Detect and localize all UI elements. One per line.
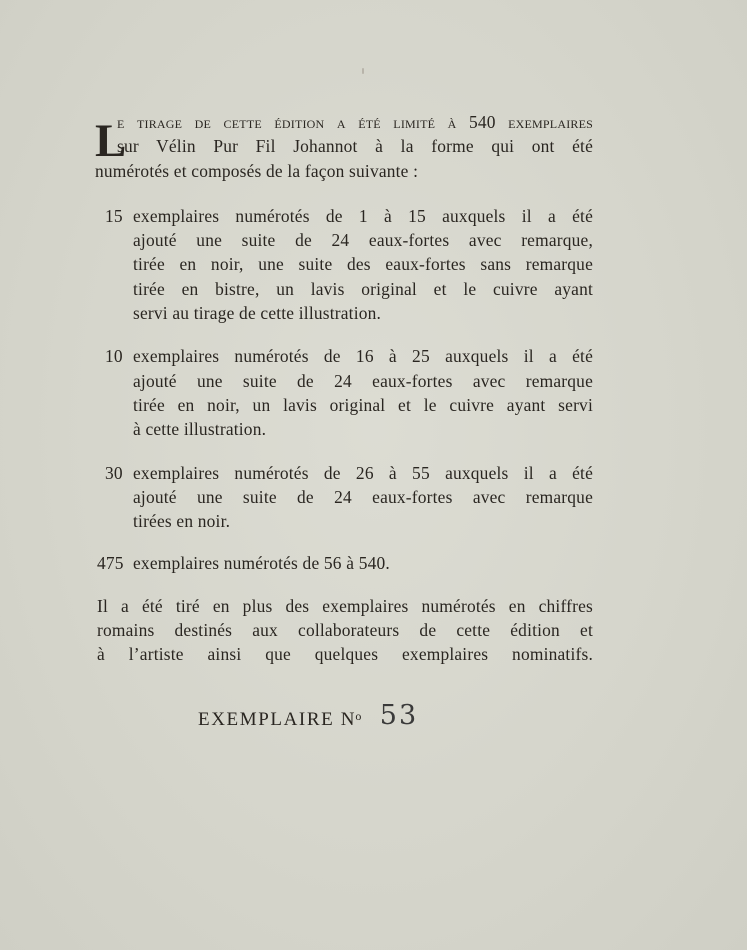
intro-paragraph (95, 110, 593, 183)
number-abbrev-o: o (355, 709, 362, 723)
intro-line-1 (95, 110, 593, 134)
entry-line: tirées en noir. (133, 511, 231, 532)
copy-number-line (198, 700, 418, 731)
entry-line: exemplaires numérotés de 1 à 15 auxquels il a été (133, 205, 593, 226)
entry-number: 475 (97, 553, 124, 574)
entry-line: exemplaires numérotés de 26 à 55 auxquels il a été (133, 462, 593, 483)
entry-line: ajouté une suite de 24 eaux-fortes avec remarque, (133, 230, 593, 251)
entry-line: tirée en noir, un lavis original et le cuivre ayant servi (133, 394, 593, 415)
intro-line-2: sur Vélin Pur Fil Johannot à la forme qui ont été (117, 136, 593, 157)
list-item (95, 551, 593, 575)
entry-line: ajouté une suite de 24 eaux-fortes avec remarque (133, 370, 593, 391)
entry-number: 15 (105, 205, 123, 226)
number-abbrev-n: N (340, 709, 356, 730)
entry-number: 10 (105, 346, 123, 367)
intro-line-3: numérotés et composés de la façon suivante : (95, 160, 419, 181)
exemplaire-label: EXEMPLAIRE (198, 709, 335, 730)
closing-paragraph (97, 594, 593, 667)
list-item (95, 204, 593, 325)
drop-cap: L (95, 115, 127, 167)
number-abbrev (341, 709, 374, 730)
closing-line: romains destinés aux collaborateurs de cette édition et (97, 620, 593, 641)
entry-line: servi au tirage de cette illustration. (133, 303, 382, 324)
entry-line: ajouté une suite de 24 eaux-fortes avec remarque (133, 486, 593, 507)
entry-text (133, 204, 593, 325)
entry-line: exemplaires numérotés de 16 à 25 auxquels il a été (133, 346, 593, 367)
entry-line: tirée en bistre, un lavis original et le cuivre ayant (133, 278, 593, 299)
paper-speck (362, 68, 364, 74)
entry-text (133, 551, 593, 575)
justification-du-tirage (95, 110, 593, 667)
entry-text (133, 344, 593, 441)
intro-line-1-text: e tirage de cette édition a été limité à 540 exemplaires (117, 112, 593, 132)
list-item (95, 461, 593, 534)
entry-line: exemplaires numérotés de 56 à 540. (133, 553, 390, 574)
list-item (95, 344, 593, 441)
entry-text (133, 461, 593, 534)
entry-number: 30 (105, 462, 123, 483)
copy-number: 53 (379, 700, 419, 731)
entry-line: à cette illustration. (133, 419, 267, 440)
closing-line: Il a été tiré en plus des exemplaires numérotés en chiffres (97, 595, 593, 616)
closing-line: à l’artiste ainsi que quelques exemplaires nominatifs. (97, 644, 593, 665)
entry-line: tirée en noir, une suite des eaux-fortes sans remarque (133, 254, 593, 275)
